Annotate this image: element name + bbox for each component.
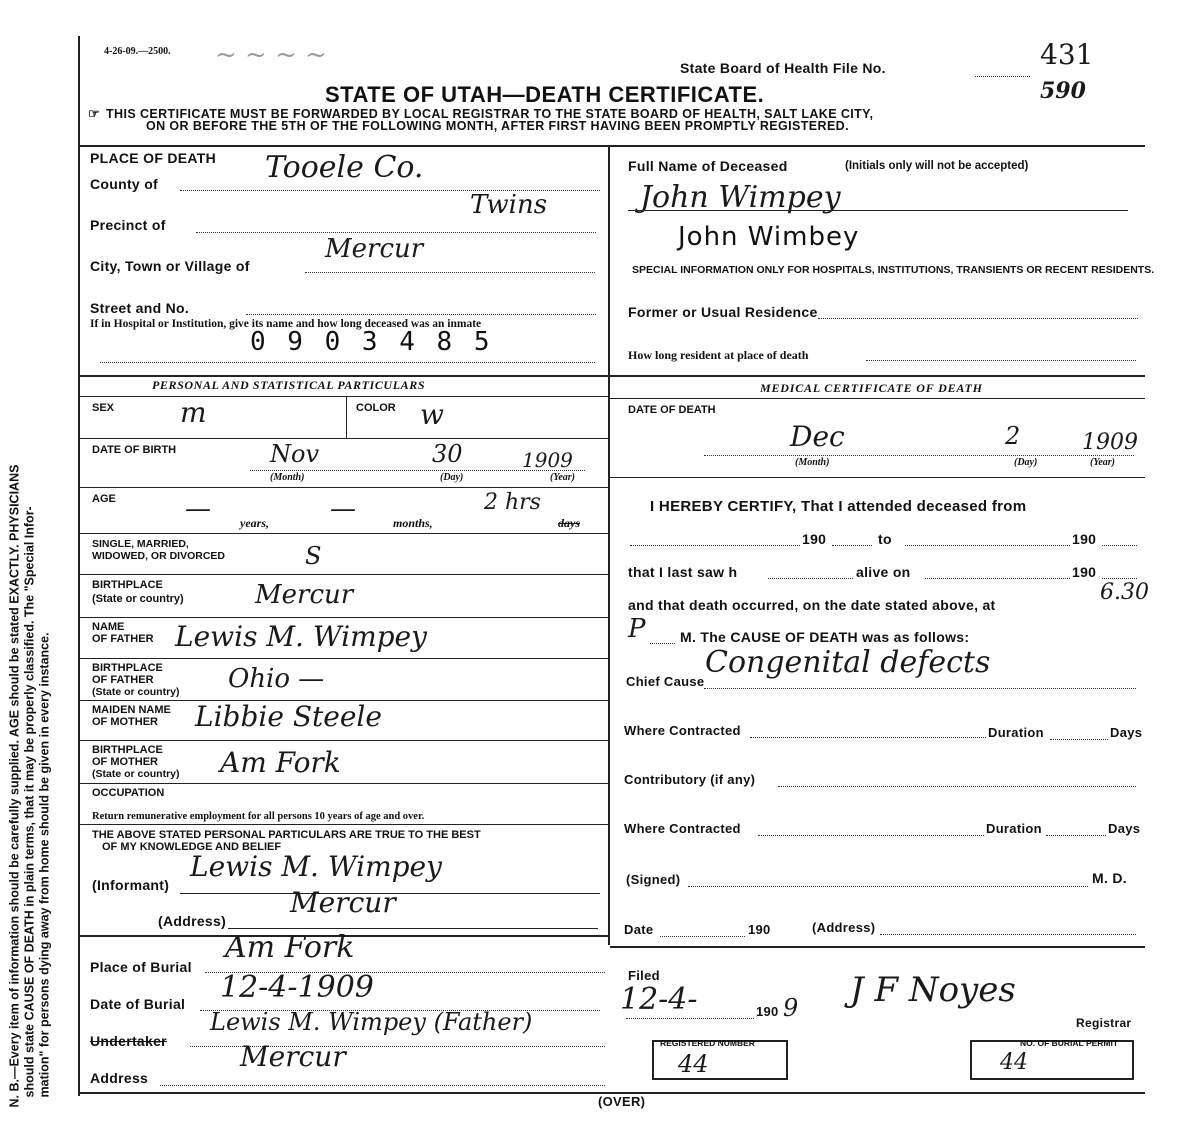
signed-line (688, 886, 1088, 887)
days-label: Days (1110, 725, 1143, 740)
cause-heading: M. The CAUSE OF DEATH was as follows: (680, 629, 970, 645)
informant-address-line (228, 928, 598, 929)
death-pm-value: P (628, 614, 646, 644)
true-statement-2: OF MY KNOWLEDGE AND BELIEF (102, 841, 282, 853)
personal-heading: PERSONAL AND STATISTICAL PARTICULARS (152, 378, 426, 392)
chief-cause-label: Chief Cause (626, 674, 705, 689)
dob-year: 1909 (522, 448, 573, 472)
deceased-name-handwritten: John Wimpey (640, 180, 841, 215)
alive-190: 190 (1072, 564, 1097, 580)
informant-address-value: Mercur (290, 886, 396, 919)
sex-color-divider (346, 396, 347, 438)
header-scribble: ~ ~ ~ ~ (215, 40, 327, 70)
burial-address-label: Address (90, 1070, 149, 1086)
hospital-line (100, 362, 595, 363)
age-years-value: — (185, 494, 211, 524)
father-birthplace-label-2: OF FATHER (92, 674, 154, 686)
deceased-name-line (628, 210, 1128, 211)
precinct-label: Precinct of (90, 217, 166, 233)
deceased-name-print: John Wimbey (678, 222, 860, 252)
file-number-line (975, 76, 1030, 77)
duration-label: Duration (988, 725, 1044, 740)
father-name-value: Lewis M. Wimpey (175, 620, 427, 653)
dod-month-caption: (Month) (795, 457, 830, 468)
filed-year-digit: 9 (783, 994, 799, 1022)
color-label: COLOR (356, 402, 396, 414)
dob-label: DATE OF BIRTH (92, 444, 177, 456)
color-value: w (420, 398, 444, 431)
father-birthplace-label-3: (State or country) (92, 686, 180, 698)
deceased-name-note: (Initials only will not be accepted) (845, 160, 1029, 172)
county-label: County of (90, 176, 159, 192)
deceased-name-label: Full Name of Deceased (628, 158, 788, 174)
dod-year: 1909 (1082, 430, 1138, 455)
true-statement-1: THE ABOVE STATED PERSONAL PARTICULARS ARE TRUE TO THE BEST (92, 829, 481, 841)
birthplace-value: Mercur (255, 580, 354, 610)
mother-name-label-2: OF MOTHER (92, 716, 158, 728)
father-birthplace-value: Ohio — (228, 664, 325, 694)
certify-text: I HEREBY CERTIFY, That I attended deceased from (650, 498, 1027, 515)
burial-place-value: Am Fork (225, 930, 355, 965)
burial-date-label: Date of Burial (90, 996, 186, 1012)
dod-month: Dec (790, 420, 845, 453)
mother-name-label-1: MAIDEN NAME (92, 704, 171, 716)
filed-190: 190 (756, 1004, 779, 1019)
mother-birthplace-bottom-rule (80, 783, 608, 784)
margin-line-3: mation" for persons dying away from home should be given in every instance. (37, 632, 52, 1098)
contributory-label: Contributory (if any) (624, 772, 756, 787)
registrar-signature: J F Noyes (850, 970, 1016, 1010)
document-title: STATE OF UTAH—DEATH CERTIFICATE. (325, 82, 765, 107)
sex-bottom-rule (80, 438, 608, 439)
center-divider (608, 145, 610, 945)
precinct-line (196, 232, 596, 233)
personal-heading-rule (80, 396, 608, 397)
medical-address-label: (Address) (812, 920, 876, 935)
city-label: City, Town or Village of (90, 258, 250, 274)
age-days-caption: days (558, 516, 580, 530)
dod-line (704, 455, 1134, 456)
marital-label-2: WIDOWED, OR DIVORCED (92, 550, 225, 562)
sex-value: m (180, 396, 207, 429)
chief-cause-line (704, 688, 1136, 689)
father-name-label-2: OF FATHER (92, 633, 154, 645)
duration-2-label: Duration (986, 821, 1042, 836)
duration-2-line (1046, 835, 1106, 836)
medical-address-line (880, 934, 1136, 935)
stamp-number: 0 9 0 3 4 8 5 (250, 327, 493, 357)
medical-date-190: 190 (748, 922, 771, 937)
mother-bottom-rule (80, 740, 608, 741)
burial-address-line (160, 1085, 605, 1086)
medical-heading-rule (610, 398, 1145, 399)
occupation-label: OCCUPATION (92, 787, 165, 799)
sex-label: SEX (92, 402, 115, 414)
pointing-hand-icon: ☞ (88, 106, 100, 121)
age-years-caption: years, (240, 516, 269, 530)
burial-permit-value: 44 (1000, 1050, 1028, 1075)
age-months-caption: months, (393, 516, 433, 530)
marital-value: S (305, 542, 322, 570)
place-of-death-label: PLACE OF DEATH (90, 150, 217, 166)
alive-on-label: alive on (856, 564, 911, 580)
file-number-1: 431 (1040, 38, 1094, 71)
medical-heading: MEDICAL CERTIFICATE OF DEATH (760, 381, 983, 395)
registered-number-label: REGISTERED NUMBER (660, 1038, 755, 1048)
md-label: M. D. (1092, 870, 1127, 886)
registrar-label: Registrar (1076, 1016, 1132, 1030)
birthplace-bottom-rule (80, 617, 608, 618)
special-info-label: SPECIAL INFORMATION ONLY FOR HOSPITALS, INSTITUTIONS, TRANSIENTS OR RECENT RESIDENTS. (632, 264, 1155, 276)
dob-day-caption: (Day) (440, 472, 464, 483)
margin-line-1: N. B.—Every item of information should be carefully supplied. AGE should be stated EXACTLY. PHYSICIANS (7, 464, 22, 1108)
mother-birthplace-label-2: OF MOTHER (92, 756, 158, 768)
dod-label: DATE OF DEATH (628, 404, 716, 416)
registered-number-value: 44 (678, 1050, 709, 1078)
mother-birthplace-label-3: (State or country) (92, 768, 180, 780)
father-birthplace-label-1: BIRTHPLACE (92, 662, 163, 674)
to-line-2 (1102, 545, 1137, 546)
mother-name-value: Libbie Steele (195, 700, 382, 733)
father-name-label-1: NAME (92, 621, 125, 633)
burial-place-label: Place of Burial (90, 959, 192, 975)
chief-cause-value: Congenital defects (705, 645, 991, 680)
former-residence-label: Former or Usual Residence (628, 304, 818, 320)
dob-day: 30 (432, 440, 463, 468)
burial-address-value: Mercur (240, 1040, 346, 1073)
form-code: 4-26-09.—2500. (104, 46, 171, 57)
resident-duration-line (866, 360, 1136, 361)
dob-month-caption: (Month) (270, 472, 305, 483)
instructions-line-2: ON OR BEFORE THE 5TH OF THE FOLLOWING MONTH, AFTER FIRST HAVING BEEN PROMPTLY REGISTERED. (146, 119, 849, 133)
burial-date-value: 12-4-1909 (220, 970, 374, 1005)
death-occurred-label: and that death occurred, on the date stated above, at (628, 597, 996, 613)
dod-day-caption: (Day) (1014, 457, 1038, 468)
age-days-value: 2 hrs (484, 490, 541, 515)
contributory-line (778, 786, 1136, 787)
filing-top-rule (610, 946, 1145, 948)
from-line (630, 545, 800, 546)
county-value: Tooele Co. (265, 150, 424, 185)
margin-instructions (0, 0, 60, 1133)
filed-value: 12-4- (620, 982, 698, 1017)
where-contracted-2-line (758, 835, 984, 836)
medical-date-line (660, 936, 745, 937)
filed-line (626, 1018, 754, 1019)
instructions-line-1: THIS CERTIFICATE MUST BE FORWARDED BY LOCAL REGISTRAR TO THE STATE BOARD OF HEALTH, SALT LAKE CITY, (106, 107, 874, 121)
dob-year-caption: (Year) (550, 472, 575, 483)
file-number-2: 590 (1040, 78, 1086, 104)
place-bottom-rule (80, 375, 1145, 377)
age-label: AGE (92, 493, 116, 505)
where-contracted-2-label: Where Contracted (624, 821, 741, 836)
birthplace-label: BIRTHPLACE (92, 579, 163, 591)
street-line (246, 314, 596, 315)
hospital-note: If in Hospital or Institution, give its name and how long deceased was an inmate (90, 318, 482, 330)
from-line-2 (832, 545, 872, 546)
dob-bottom-rule (80, 487, 608, 488)
former-residence-line (818, 318, 1138, 319)
father-bottom-rule (80, 658, 608, 659)
to-190: 190 (1072, 531, 1097, 547)
dod-year-caption: (Year) (1090, 457, 1115, 468)
death-time-value: 6.30 (1100, 580, 1149, 605)
where-contracted-label: Where Contracted (624, 723, 741, 738)
mother-birthplace-label-1: BIRTHPLACE (92, 744, 163, 756)
marital-bottom-rule (80, 574, 608, 575)
left-border (78, 36, 80, 1096)
city-line (305, 272, 595, 273)
days-2-label: Days (1108, 821, 1141, 836)
dod-bottom-rule (610, 477, 1145, 478)
to-line (905, 545, 1070, 546)
informant-label: (Informant) (92, 877, 170, 893)
dod-day: 2 (1005, 422, 1021, 450)
pm-line (650, 643, 675, 644)
informant-value: Lewis M. Wimpey (190, 850, 442, 883)
age-months-value: — (330, 494, 356, 524)
twins-note: Twins (470, 190, 548, 220)
undertaker-value: Lewis M. Wimpey (Father) (210, 1008, 533, 1036)
mother-birthplace-value: Am Fork (220, 746, 341, 779)
file-number-label: State Board of Health File No. (680, 60, 886, 76)
city-value: Mercur (325, 234, 424, 264)
from-190: 190 (802, 531, 827, 547)
where-contracted-line (750, 737, 986, 738)
undertaker-label: Undertaker (90, 1033, 167, 1049)
informant-address-label: (Address) (158, 913, 227, 929)
over-label: (OVER) (598, 1094, 646, 1109)
last-saw-label: that I last saw h (628, 564, 738, 580)
birthplace-sub: (State or country) (92, 593, 184, 605)
margin-line-2: should state CAUSE OF DEATH in plain terms, that it may be properly classified. The "Special Infor- (22, 506, 37, 1098)
age-bottom-rule (80, 533, 608, 534)
dob-line (250, 470, 585, 471)
occupation-bottom-rule (80, 824, 608, 825)
occupation-note: Return remunerative employment for all persons 10 years of age and over. (92, 811, 425, 822)
marital-label-1: SINGLE, MARRIED, (92, 538, 189, 550)
burial-permit-label: NO. OF BURIAL PERMIT (1020, 1038, 1119, 1048)
signed-label: (Signed) (626, 872, 681, 887)
medical-date-label: Date (624, 922, 654, 937)
street-label: Street and No. (90, 300, 190, 316)
resident-duration-label: How long resident at place of death (628, 348, 809, 362)
last-saw-line (768, 578, 853, 579)
dob-month: Nov (270, 440, 320, 468)
duration-line (1050, 739, 1108, 740)
alive-line-2 (1102, 578, 1137, 579)
alive-on-line (925, 578, 1070, 579)
to-label: to (878, 531, 892, 547)
filed-label: Filed (628, 968, 660, 983)
top-rule (80, 145, 1145, 147)
